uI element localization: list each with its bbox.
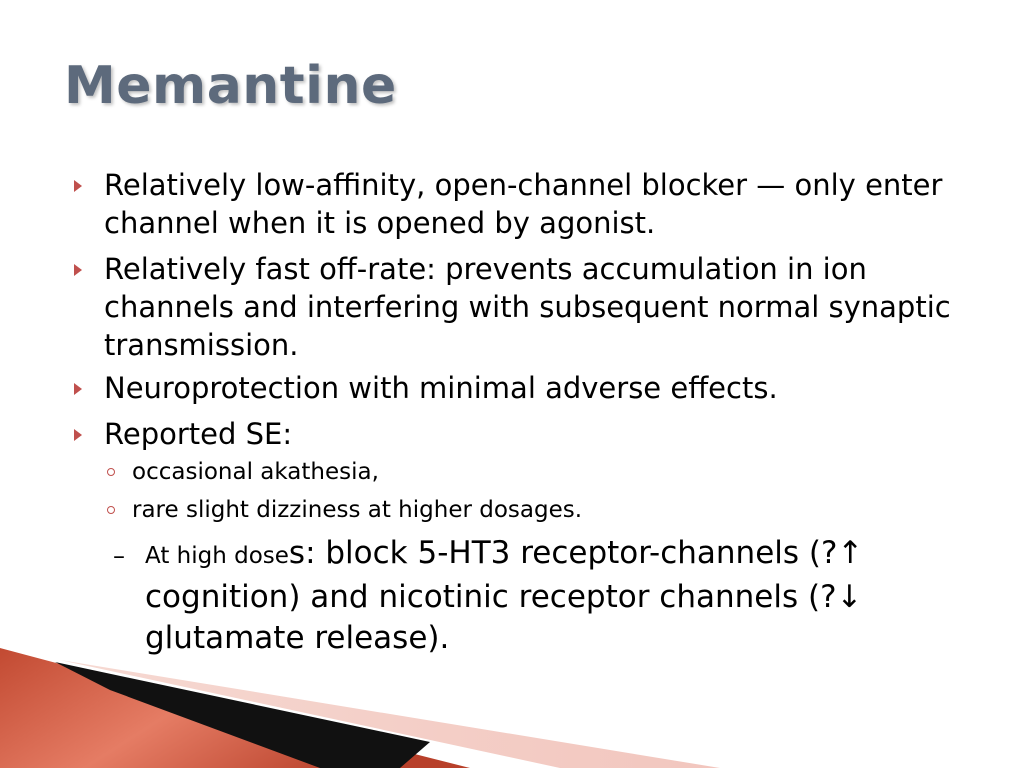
bullet-item: Reported SE: [104,417,293,451]
bullet-item: Relatively fast off-rate: prevents accumulation in ion channels and interfering with subsequent normal synaptic transmission. [104,252,951,362]
bullet-item: Neuroprotection with minimal adverse effects. [104,371,778,405]
bullet-item: Relatively low-affinity, open-channel blocker — only enter channel when it is opened by agonist. [104,168,943,240]
sub-bullet-item: occasional akathesia, [132,459,379,485]
sub-bullet-item: rare slight dizziness at higher dosages. [132,497,583,523]
slide-title: Memantine [64,56,397,116]
third-level-large-text: s: block 5-HT3 receptor-channels (?↑ cognition) and nicotinic receptor channels (?↓ glutamate release). [145,535,864,656]
third-level-small-text: At high dose [145,543,289,569]
dash-bullet-icon: – [113,542,125,570]
